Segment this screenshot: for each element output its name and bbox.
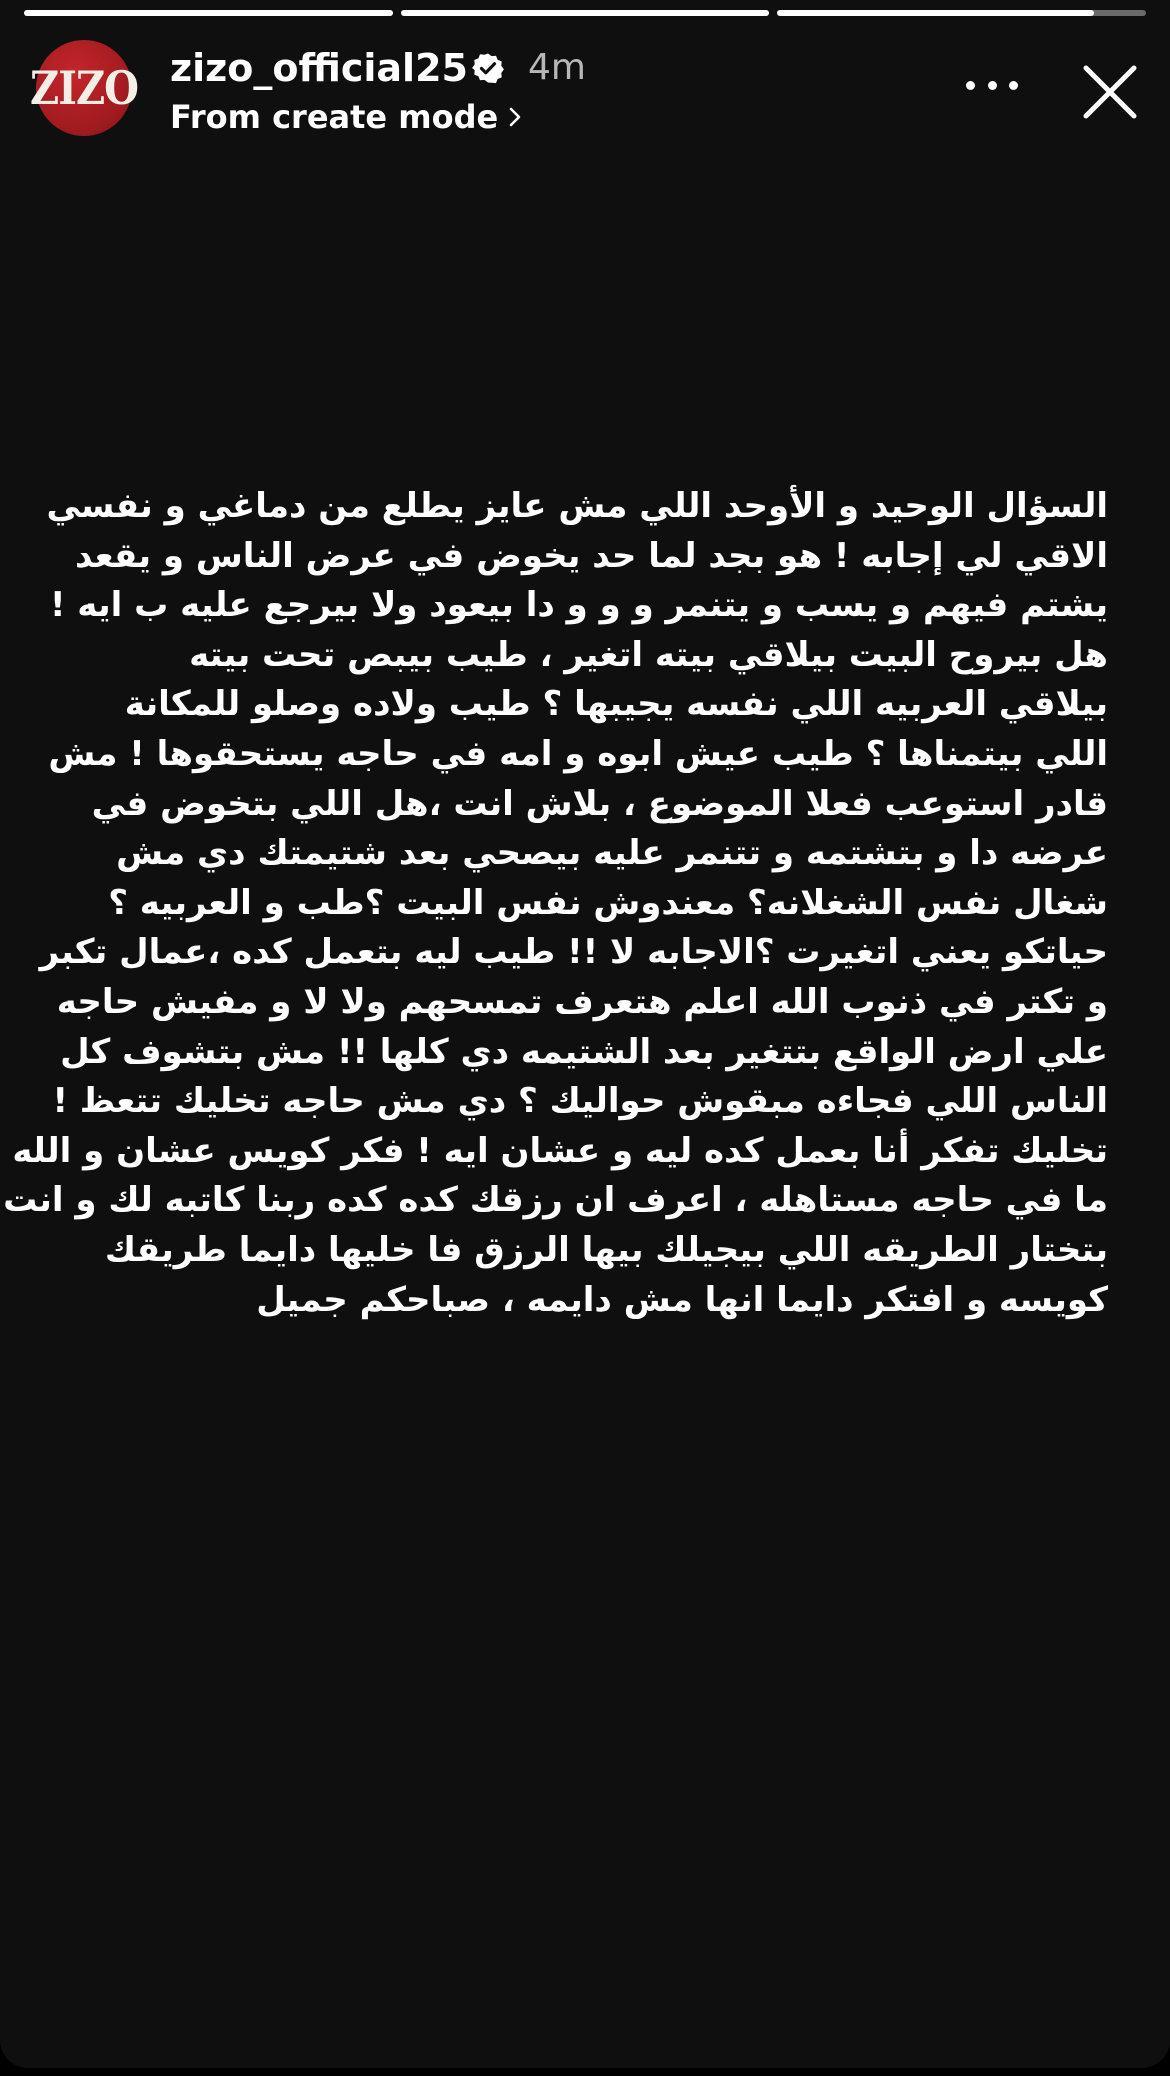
- story-text-line: قادر استوعب فعلا الموضوع ، بلاش انت ،هل اللي بتخوض في: [91, 783, 1108, 824]
- story-text: [3, 482, 1108, 1325]
- avatar[interactable]: [30, 40, 138, 136]
- story-text-line: اللي بيتمناها ؟ طيب عيش ابوه و امه في حاجه يستحقوها ! مش: [48, 733, 1108, 774]
- story-text-line: السؤال الوحيد و الأوحد اللي مش عايز يطلع من دماغي و نفسي: [46, 486, 1108, 526]
- story-text-line: عرضه دا و بتشتمه و تتنمر عليه بيصحي بعد شتيمتك دي مش: [116, 833, 1108, 874]
- story-text-line: حياتكو يعني اتغيرت ؟الاجابه لا !! طيب ليه بتعمل كده ،عمال تكبر: [39, 932, 1108, 973]
- dot: [1009, 81, 1018, 90]
- story-progress-bar: [24, 10, 1146, 16]
- progress-segment-active: [777, 10, 1146, 16]
- create-mode-label: From create mode: [170, 98, 499, 136]
- story-text-line: كويسه و افتكر دايما انها مش دايمه ، صباحكم جميل: [256, 1279, 1108, 1320]
- close-icon[interactable]: [1078, 60, 1142, 124]
- chevron-right-icon: [508, 106, 522, 128]
- progress-segment: [24, 10, 393, 16]
- story-text-line: هل بيروح البيت بيلاقي بيته اتغير ، طيب بيبص تحت بيته: [189, 634, 1108, 675]
- verified-badge-icon: [472, 52, 504, 84]
- story-text-line: بيلاقي العربيه اللي نفسه يجيبها ؟ طيب ولاده وصلو للمكانة: [124, 684, 1108, 725]
- story-text-line: يشتم فيهم و يسب و يتنمر و و و دا بيعود ولا بيرجع عليه ب ايه !: [49, 585, 1108, 626]
- create-mode-link[interactable]: [170, 96, 522, 138]
- username[interactable]: zizo_official25: [170, 46, 468, 90]
- story-text-line: علي ارض الواقع بتتغير بعد الشتيمه دي كلها !! مش بتشوف كل: [60, 1031, 1108, 1072]
- story-text-line: تخليك تفكر أنا بعمل كده ليه و عشان ايه ! فكر كويس عشان و الله: [12, 1130, 1108, 1171]
- story-text-line: ما في حاجه مستاهله ، اعرف ان رزقك كده كده ربنا كاتبه لك و انت: [3, 1180, 1108, 1221]
- story-text-line: شغال نفس الشغلانه؟ معندوش نفس البيت ؟طب و العربيه ؟: [108, 882, 1108, 923]
- dot: [966, 81, 975, 90]
- avatar-logo-text: ZIZO: [30, 60, 138, 116]
- post-time: 4m: [528, 47, 586, 88]
- dot: [988, 81, 997, 90]
- more-options-button[interactable]: [966, 78, 1018, 92]
- story-text-line: و تكتر في ذنوب الله اعلم هتعرف تمسحهم ولا لا و مفيش حاجه: [56, 981, 1108, 1022]
- story-text-line: الاقي لي إجابه ! هو بجد لما حد يخوض في عرض الناس و يقعد: [74, 535, 1108, 576]
- story-text-line: الناس اللي فجاءه مبقوش حواليك ؟ دي مش حاجه تخليك تتعظ !: [52, 1081, 1108, 1122]
- progress-segment: [401, 10, 770, 16]
- story-text-line: بتختار الطريقه اللي بيجيلك بيها الرزق فا خليها دايما طريقك: [104, 1229, 1108, 1270]
